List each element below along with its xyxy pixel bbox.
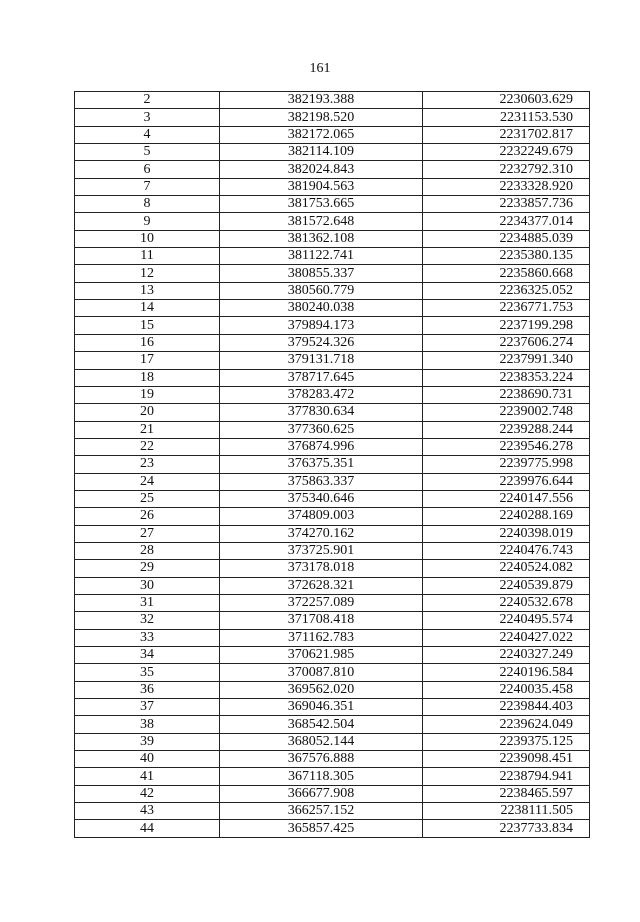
table-row [75, 404, 590, 421]
point-number-cell: 39 [75, 733, 220, 750]
x-coordinate-cell: 379524.326 [220, 334, 423, 351]
table-row [75, 664, 590, 681]
x-coordinate-cell: 378283.472 [220, 386, 423, 403]
x-coordinate-cell: 381572.648 [220, 213, 423, 230]
point-number-cell: 35 [75, 664, 220, 681]
y-coordinate-cell: 2240327.249 [423, 647, 590, 664]
point-number-cell: 18 [75, 369, 220, 386]
x-coordinate-cell: 370087.810 [220, 664, 423, 681]
table-row [75, 612, 590, 629]
table-row [75, 820, 590, 837]
point-number-cell: 43 [75, 803, 220, 820]
x-coordinate-cell: 380855.337 [220, 265, 423, 282]
point-number-cell: 8 [75, 196, 220, 213]
table-row [75, 647, 590, 664]
x-coordinate-cell: 377830.634 [220, 404, 423, 421]
y-coordinate-cell: 2240196.584 [423, 664, 590, 681]
table-row [75, 178, 590, 195]
x-coordinate-cell: 379894.173 [220, 317, 423, 334]
y-coordinate-cell: 2239844.403 [423, 699, 590, 716]
y-coordinate-cell: 2240035.458 [423, 681, 590, 698]
point-number-cell: 40 [75, 751, 220, 768]
table-row [75, 161, 590, 178]
point-number-cell: 17 [75, 352, 220, 369]
x-coordinate-cell: 382193.388 [220, 92, 423, 109]
x-coordinate-cell: 373178.018 [220, 560, 423, 577]
point-number-cell: 27 [75, 525, 220, 542]
point-number-cell: 9 [75, 213, 220, 230]
point-number-cell: 3 [75, 109, 220, 126]
point-number-cell: 29 [75, 560, 220, 577]
point-number-cell: 10 [75, 230, 220, 247]
x-coordinate-cell: 382198.520 [220, 109, 423, 126]
x-coordinate-cell: 366677.908 [220, 785, 423, 802]
y-coordinate-cell: 2240532.678 [423, 594, 590, 611]
table-row [75, 386, 590, 403]
point-number-cell: 15 [75, 317, 220, 334]
table-row [75, 577, 590, 594]
x-coordinate-cell: 375863.337 [220, 473, 423, 490]
x-coordinate-cell: 371162.783 [220, 629, 423, 646]
y-coordinate-cell: 2239002.748 [423, 404, 590, 421]
x-coordinate-cell: 365857.425 [220, 820, 423, 837]
y-coordinate-cell: 2240539.879 [423, 577, 590, 594]
table-row [75, 213, 590, 230]
point-number-cell: 14 [75, 300, 220, 317]
x-coordinate-cell: 367118.305 [220, 768, 423, 785]
point-number-cell: 33 [75, 629, 220, 646]
table-row [75, 508, 590, 525]
y-coordinate-cell: 2233328.920 [423, 178, 590, 195]
point-number-cell: 6 [75, 161, 220, 178]
x-coordinate-cell: 366257.152 [220, 803, 423, 820]
x-coordinate-cell: 379131.718 [220, 352, 423, 369]
point-number-cell: 16 [75, 334, 220, 351]
y-coordinate-cell: 2239624.049 [423, 716, 590, 733]
y-coordinate-cell: 2240524.082 [423, 560, 590, 577]
table-row [75, 699, 590, 716]
x-coordinate-cell: 376375.351 [220, 456, 423, 473]
point-number-cell: 42 [75, 785, 220, 802]
y-coordinate-cell: 2238353.224 [423, 369, 590, 386]
table-row [75, 126, 590, 143]
table-row [75, 109, 590, 126]
table-row [75, 751, 590, 768]
x-coordinate-cell: 378717.645 [220, 369, 423, 386]
table-row [75, 716, 590, 733]
x-coordinate-cell: 376874.996 [220, 438, 423, 455]
table-row [75, 560, 590, 577]
x-coordinate-cell: 382114.109 [220, 144, 423, 161]
x-coordinate-cell: 371708.418 [220, 612, 423, 629]
table-row [75, 681, 590, 698]
y-coordinate-cell: 2239775.998 [423, 456, 590, 473]
x-coordinate-cell: 381362.108 [220, 230, 423, 247]
y-coordinate-cell: 2236771.753 [423, 300, 590, 317]
y-coordinate-cell: 2235860.668 [423, 265, 590, 282]
table-row [75, 768, 590, 785]
x-coordinate-cell: 368052.144 [220, 733, 423, 750]
y-coordinate-cell: 2238794.941 [423, 768, 590, 785]
point-number-cell: 5 [75, 144, 220, 161]
y-coordinate-cell: 2240427.022 [423, 629, 590, 646]
y-coordinate-cell: 2240398.019 [423, 525, 590, 542]
table-row [75, 230, 590, 247]
table-row [75, 803, 590, 820]
table-row [75, 369, 590, 386]
point-number-cell: 32 [75, 612, 220, 629]
table-row [75, 542, 590, 559]
y-coordinate-cell: 2235380.135 [423, 248, 590, 265]
x-coordinate-cell: 369562.020 [220, 681, 423, 698]
x-coordinate-cell: 368542.504 [220, 716, 423, 733]
x-coordinate-cell: 380560.779 [220, 282, 423, 299]
point-number-cell: 44 [75, 820, 220, 837]
x-coordinate-cell: 374809.003 [220, 508, 423, 525]
point-number-cell: 41 [75, 768, 220, 785]
table-row [75, 456, 590, 473]
table-row [75, 92, 590, 109]
point-number-cell: 25 [75, 490, 220, 507]
y-coordinate-cell: 2240147.556 [423, 490, 590, 507]
point-number-cell: 20 [75, 404, 220, 421]
y-coordinate-cell: 2240476.743 [423, 542, 590, 559]
coordinates-table [74, 91, 590, 838]
x-coordinate-cell: 374270.162 [220, 525, 423, 542]
table-row [75, 733, 590, 750]
point-number-cell: 21 [75, 421, 220, 438]
table-row [75, 525, 590, 542]
table-row [75, 421, 590, 438]
x-coordinate-cell: 382172.065 [220, 126, 423, 143]
y-coordinate-cell: 2232792.310 [423, 161, 590, 178]
table-row [75, 473, 590, 490]
page-number: 161 [309, 61, 331, 76]
point-number-cell: 11 [75, 248, 220, 265]
point-number-cell: 19 [75, 386, 220, 403]
point-number-cell: 23 [75, 456, 220, 473]
y-coordinate-cell: 2239976.644 [423, 473, 590, 490]
x-coordinate-cell: 381753.665 [220, 196, 423, 213]
y-coordinate-cell: 2238690.731 [423, 386, 590, 403]
point-number-cell: 24 [75, 473, 220, 490]
x-coordinate-cell: 375340.646 [220, 490, 423, 507]
y-coordinate-cell: 2238111.505 [423, 803, 590, 820]
table-row [75, 282, 590, 299]
point-number-cell: 34 [75, 647, 220, 664]
point-number-cell: 4 [75, 126, 220, 143]
point-number-cell: 22 [75, 438, 220, 455]
y-coordinate-cell: 2239375.125 [423, 733, 590, 750]
point-number-cell: 28 [75, 542, 220, 559]
x-coordinate-cell: 370621.985 [220, 647, 423, 664]
y-coordinate-cell: 2239288.244 [423, 421, 590, 438]
x-coordinate-cell: 367576.888 [220, 751, 423, 768]
table-row [75, 196, 590, 213]
y-coordinate-cell: 2240495.574 [423, 612, 590, 629]
table-row [75, 594, 590, 611]
y-coordinate-cell: 2230603.629 [423, 92, 590, 109]
point-number-cell: 38 [75, 716, 220, 733]
y-coordinate-cell: 2238465.597 [423, 785, 590, 802]
y-coordinate-cell: 2233857.736 [423, 196, 590, 213]
table-row [75, 438, 590, 455]
point-number-cell: 30 [75, 577, 220, 594]
y-coordinate-cell: 2237606.274 [423, 334, 590, 351]
x-coordinate-cell: 381122.741 [220, 248, 423, 265]
point-number-cell: 31 [75, 594, 220, 611]
table-row [75, 317, 590, 334]
table-row [75, 248, 590, 265]
y-coordinate-cell: 2237733.834 [423, 820, 590, 837]
coordinates-table-body [75, 92, 590, 838]
table-row [75, 265, 590, 282]
table-row [75, 785, 590, 802]
y-coordinate-cell: 2239098.451 [423, 751, 590, 768]
point-number-cell: 7 [75, 178, 220, 195]
y-coordinate-cell: 2240288.169 [423, 508, 590, 525]
table-row [75, 334, 590, 351]
table-row [75, 629, 590, 646]
x-coordinate-cell: 377360.625 [220, 421, 423, 438]
point-number-cell: 12 [75, 265, 220, 282]
y-coordinate-cell: 2231153.530 [423, 109, 590, 126]
y-coordinate-cell: 2234885.039 [423, 230, 590, 247]
point-number-cell: 37 [75, 699, 220, 716]
y-coordinate-cell: 2239546.278 [423, 438, 590, 455]
y-coordinate-cell: 2234377.014 [423, 213, 590, 230]
y-coordinate-cell: 2231702.817 [423, 126, 590, 143]
table-row [75, 352, 590, 369]
y-coordinate-cell: 2237991.340 [423, 352, 590, 369]
x-coordinate-cell: 372628.321 [220, 577, 423, 594]
x-coordinate-cell: 372257.089 [220, 594, 423, 611]
x-coordinate-cell: 380240.038 [220, 300, 423, 317]
y-coordinate-cell: 2236325.052 [423, 282, 590, 299]
table-row [75, 490, 590, 507]
table-row [75, 144, 590, 161]
x-coordinate-cell: 381904.563 [220, 178, 423, 195]
point-number-cell: 13 [75, 282, 220, 299]
x-coordinate-cell: 373725.901 [220, 542, 423, 559]
point-number-cell: 26 [75, 508, 220, 525]
table-row [75, 300, 590, 317]
point-number-cell: 36 [75, 681, 220, 698]
y-coordinate-cell: 2237199.298 [423, 317, 590, 334]
x-coordinate-cell: 369046.351 [220, 699, 423, 716]
point-number-cell: 2 [75, 92, 220, 109]
x-coordinate-cell: 382024.843 [220, 161, 423, 178]
y-coordinate-cell: 2232249.679 [423, 144, 590, 161]
